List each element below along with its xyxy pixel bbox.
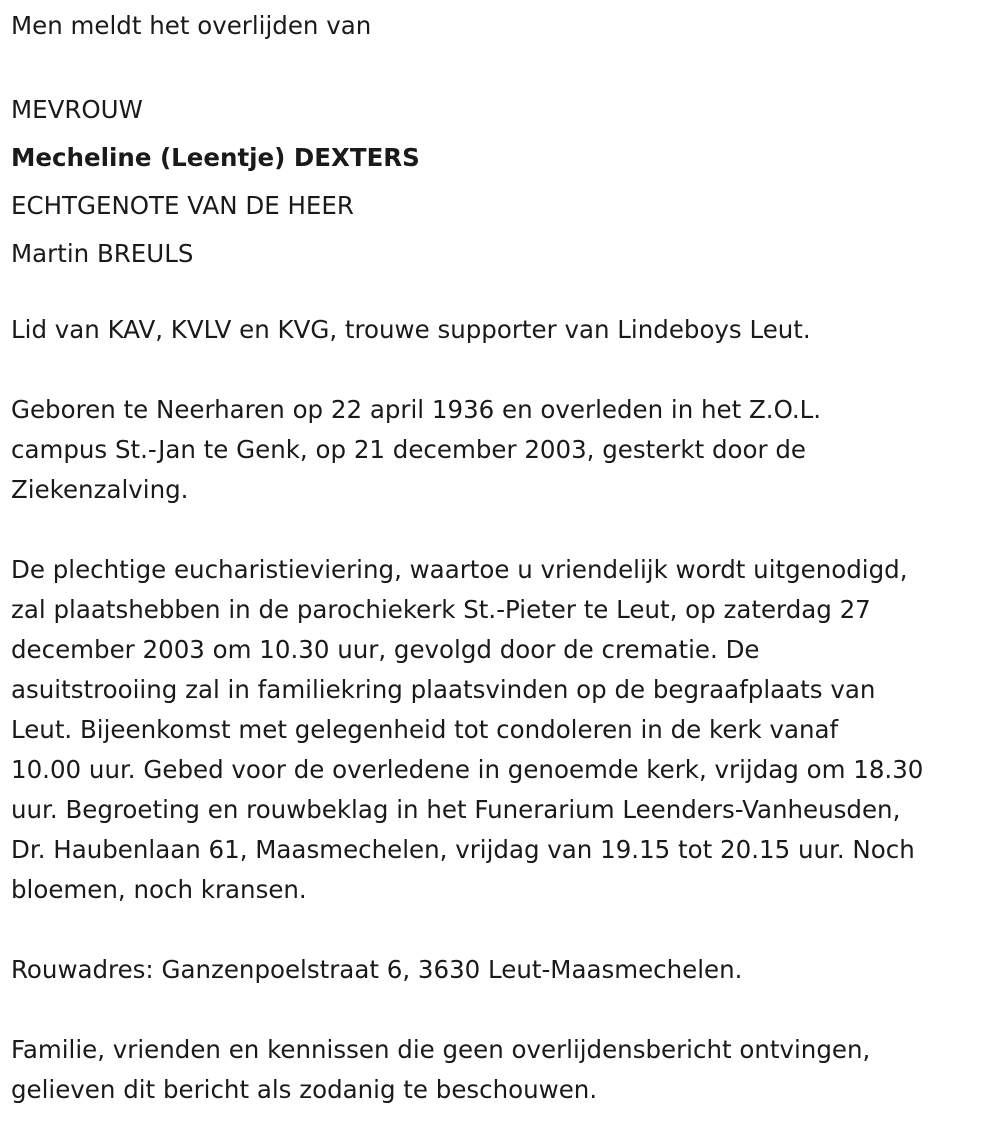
ceremony-line: Leut. Bijeenkomst met gelegenheid tot condoleren in de kerk vanaf [11, 715, 839, 744]
closing-line: Familie, vrienden en kennissen die geen overlijdensbericht ontvingen, [11, 1035, 871, 1064]
closing-line: gelieven dit bericht als zodanig te beschouwen. [11, 1075, 598, 1104]
ceremony-line: bloemen, noch kransen. [11, 875, 307, 904]
spouse-name: Martin BREULS [11, 239, 194, 268]
ceremony-line: asuitstrooiing zal in familiekring plaatsvinden op de begraafplaats van [11, 675, 876, 704]
relation-text: ECHTGENOTE VAN DE HEER [11, 191, 354, 220]
deceased-block [11, 86, 1000, 278]
membership-text: Lid van KAV, KVLV en KVG, trouwe supporter van Lindeboys Leut. [11, 315, 811, 344]
birth-death-line: Ziekenzalving. [11, 475, 189, 504]
birth-death-line: campus St.-Jan te Genk, op 21 december 2003, gesterkt door de [11, 435, 806, 464]
closing-paragraph [11, 1030, 1000, 1110]
intro-text: Men meldt het overlijden van [11, 11, 372, 40]
birth-death-line: Geboren te Neerharen op 22 april 1936 en overleden in het Z.O.L. [11, 395, 822, 424]
ceremony-line: Dr. Haubenlaan 61, Maasmechelen, vrijdag van 19.15 tot 20.15 uur. Noch [11, 835, 915, 864]
birth-death-paragraph [11, 390, 1000, 510]
ceremony-line: 10.00 uur. Gebed voor de overledene in genoemde kerk, vrijdag om 18.30 [11, 755, 924, 784]
deceased-name: Mecheline (Leentje) DEXTERS [11, 143, 420, 172]
honorific: MEVROUW [11, 95, 143, 124]
ceremony-line: zal plaatshebben in de parochiekerk St.-Pieter te Leut, op zaterdag 27 [11, 595, 871, 624]
ceremony-line: uur. Begroeting en rouwbeklag in het Funerarium Leenders-Vanheusden, [11, 795, 901, 824]
address-text: Rouwadres: Ganzenpoelstraat 6, 3630 Leut-Maasmechelen. [11, 955, 743, 984]
ceremony-paragraph [11, 550, 1000, 910]
ceremony-line: De plechtige eucharistieviering, waartoe u vriendelijk wordt uitgenodigd, [11, 555, 908, 584]
ceremony-line: december 2003 om 10.30 uur, gevolgd door de crematie. De [11, 635, 760, 664]
